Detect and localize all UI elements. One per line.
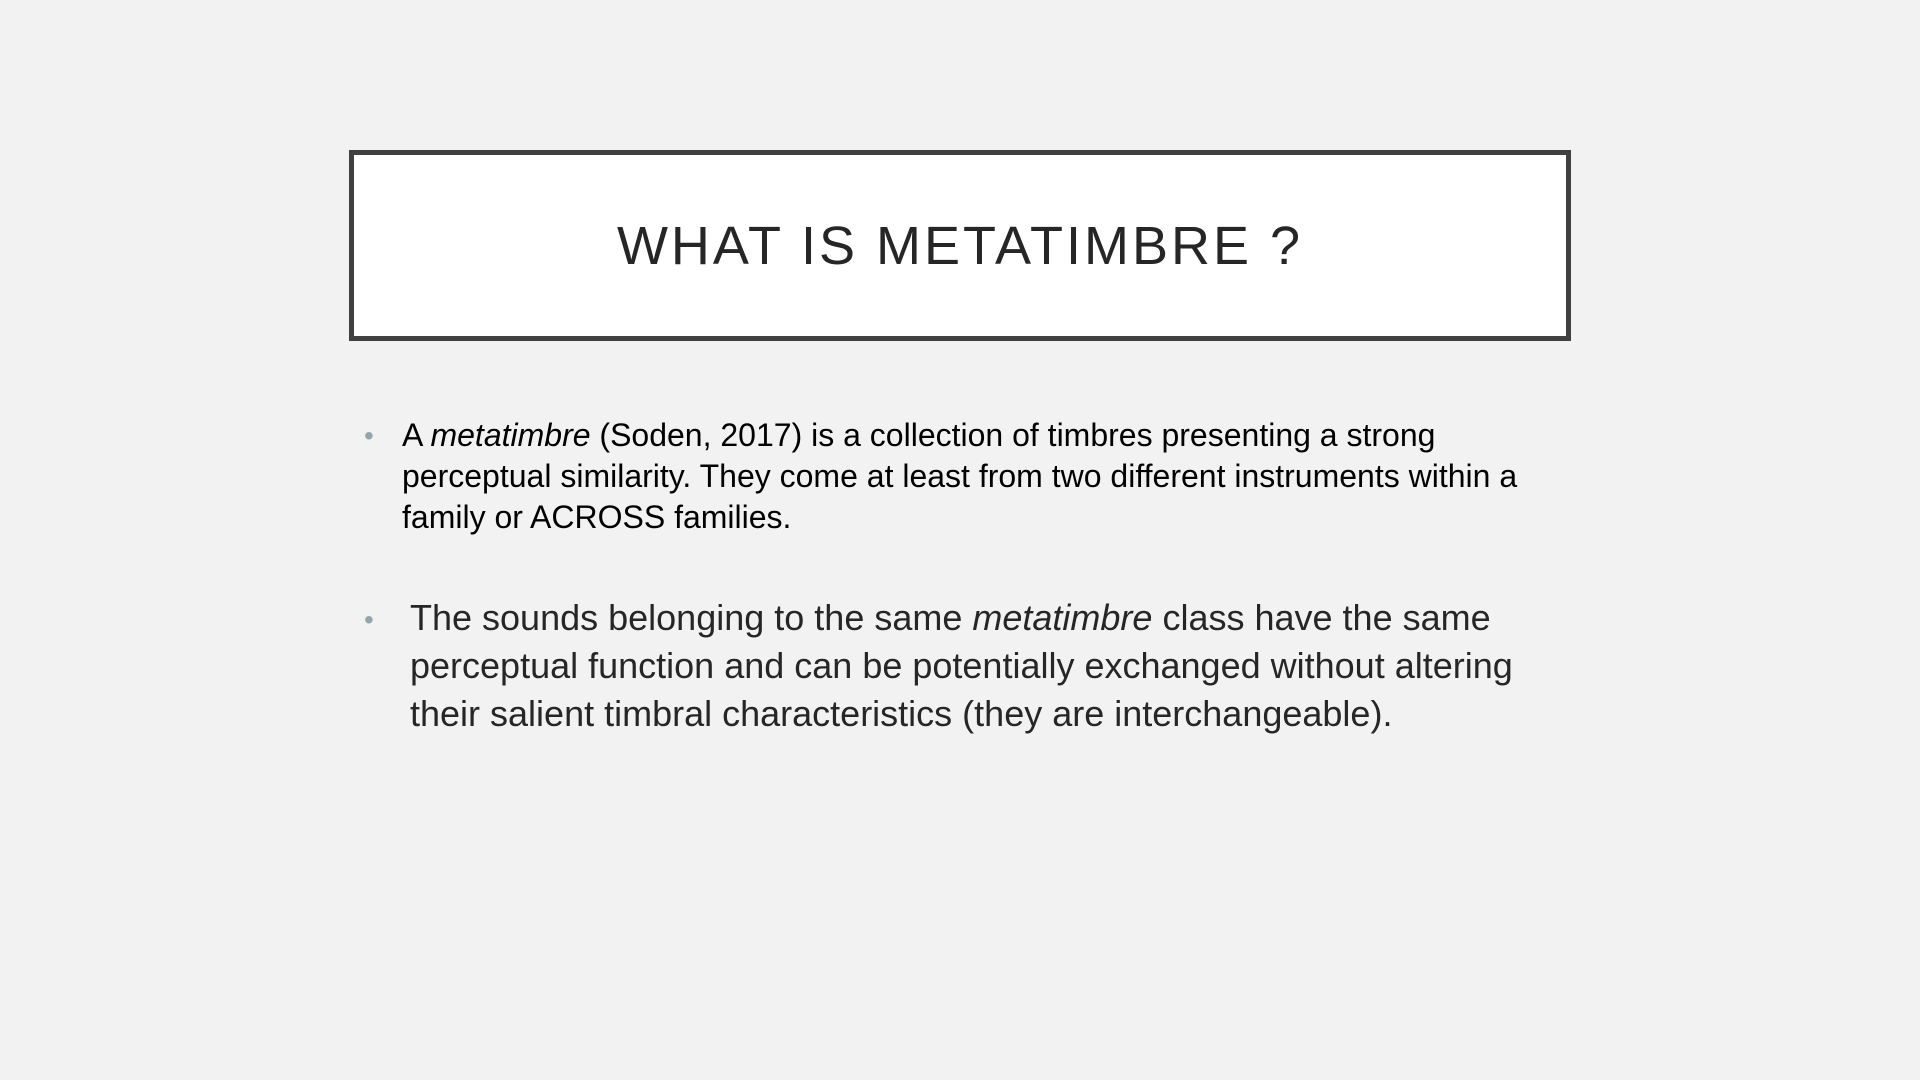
bullet-dot-icon: •	[364, 420, 374, 451]
bullet-dot-icon: •	[364, 604, 374, 635]
bullet-item	[360, 594, 1570, 738]
bullet-text-suffix: (Soden, 2017) is a collection of timbres presenting a strong perceptual similarity. They come at least from two different instruments within a family or ACROSS families.	[402, 417, 1518, 535]
slide-body	[360, 415, 1570, 738]
slide-title: WHAT IS METATIMBRE ?	[616, 215, 1304, 276]
bullet-text-prefix: A	[402, 417, 431, 453]
bullet-text-emphasis: metatimbre	[972, 597, 1153, 638]
bullet-text-prefix: The sounds belonging to the same	[410, 597, 973, 638]
bullet-item	[360, 415, 1570, 538]
title-box	[349, 150, 1571, 341]
bullet-text-emphasis: metatimbre	[430, 417, 591, 453]
bullet-text-suffix: class have the same perceptual function and can be potentially exchanged without altering their salient timbral characteristics (they are interchangeable).	[410, 597, 1513, 734]
